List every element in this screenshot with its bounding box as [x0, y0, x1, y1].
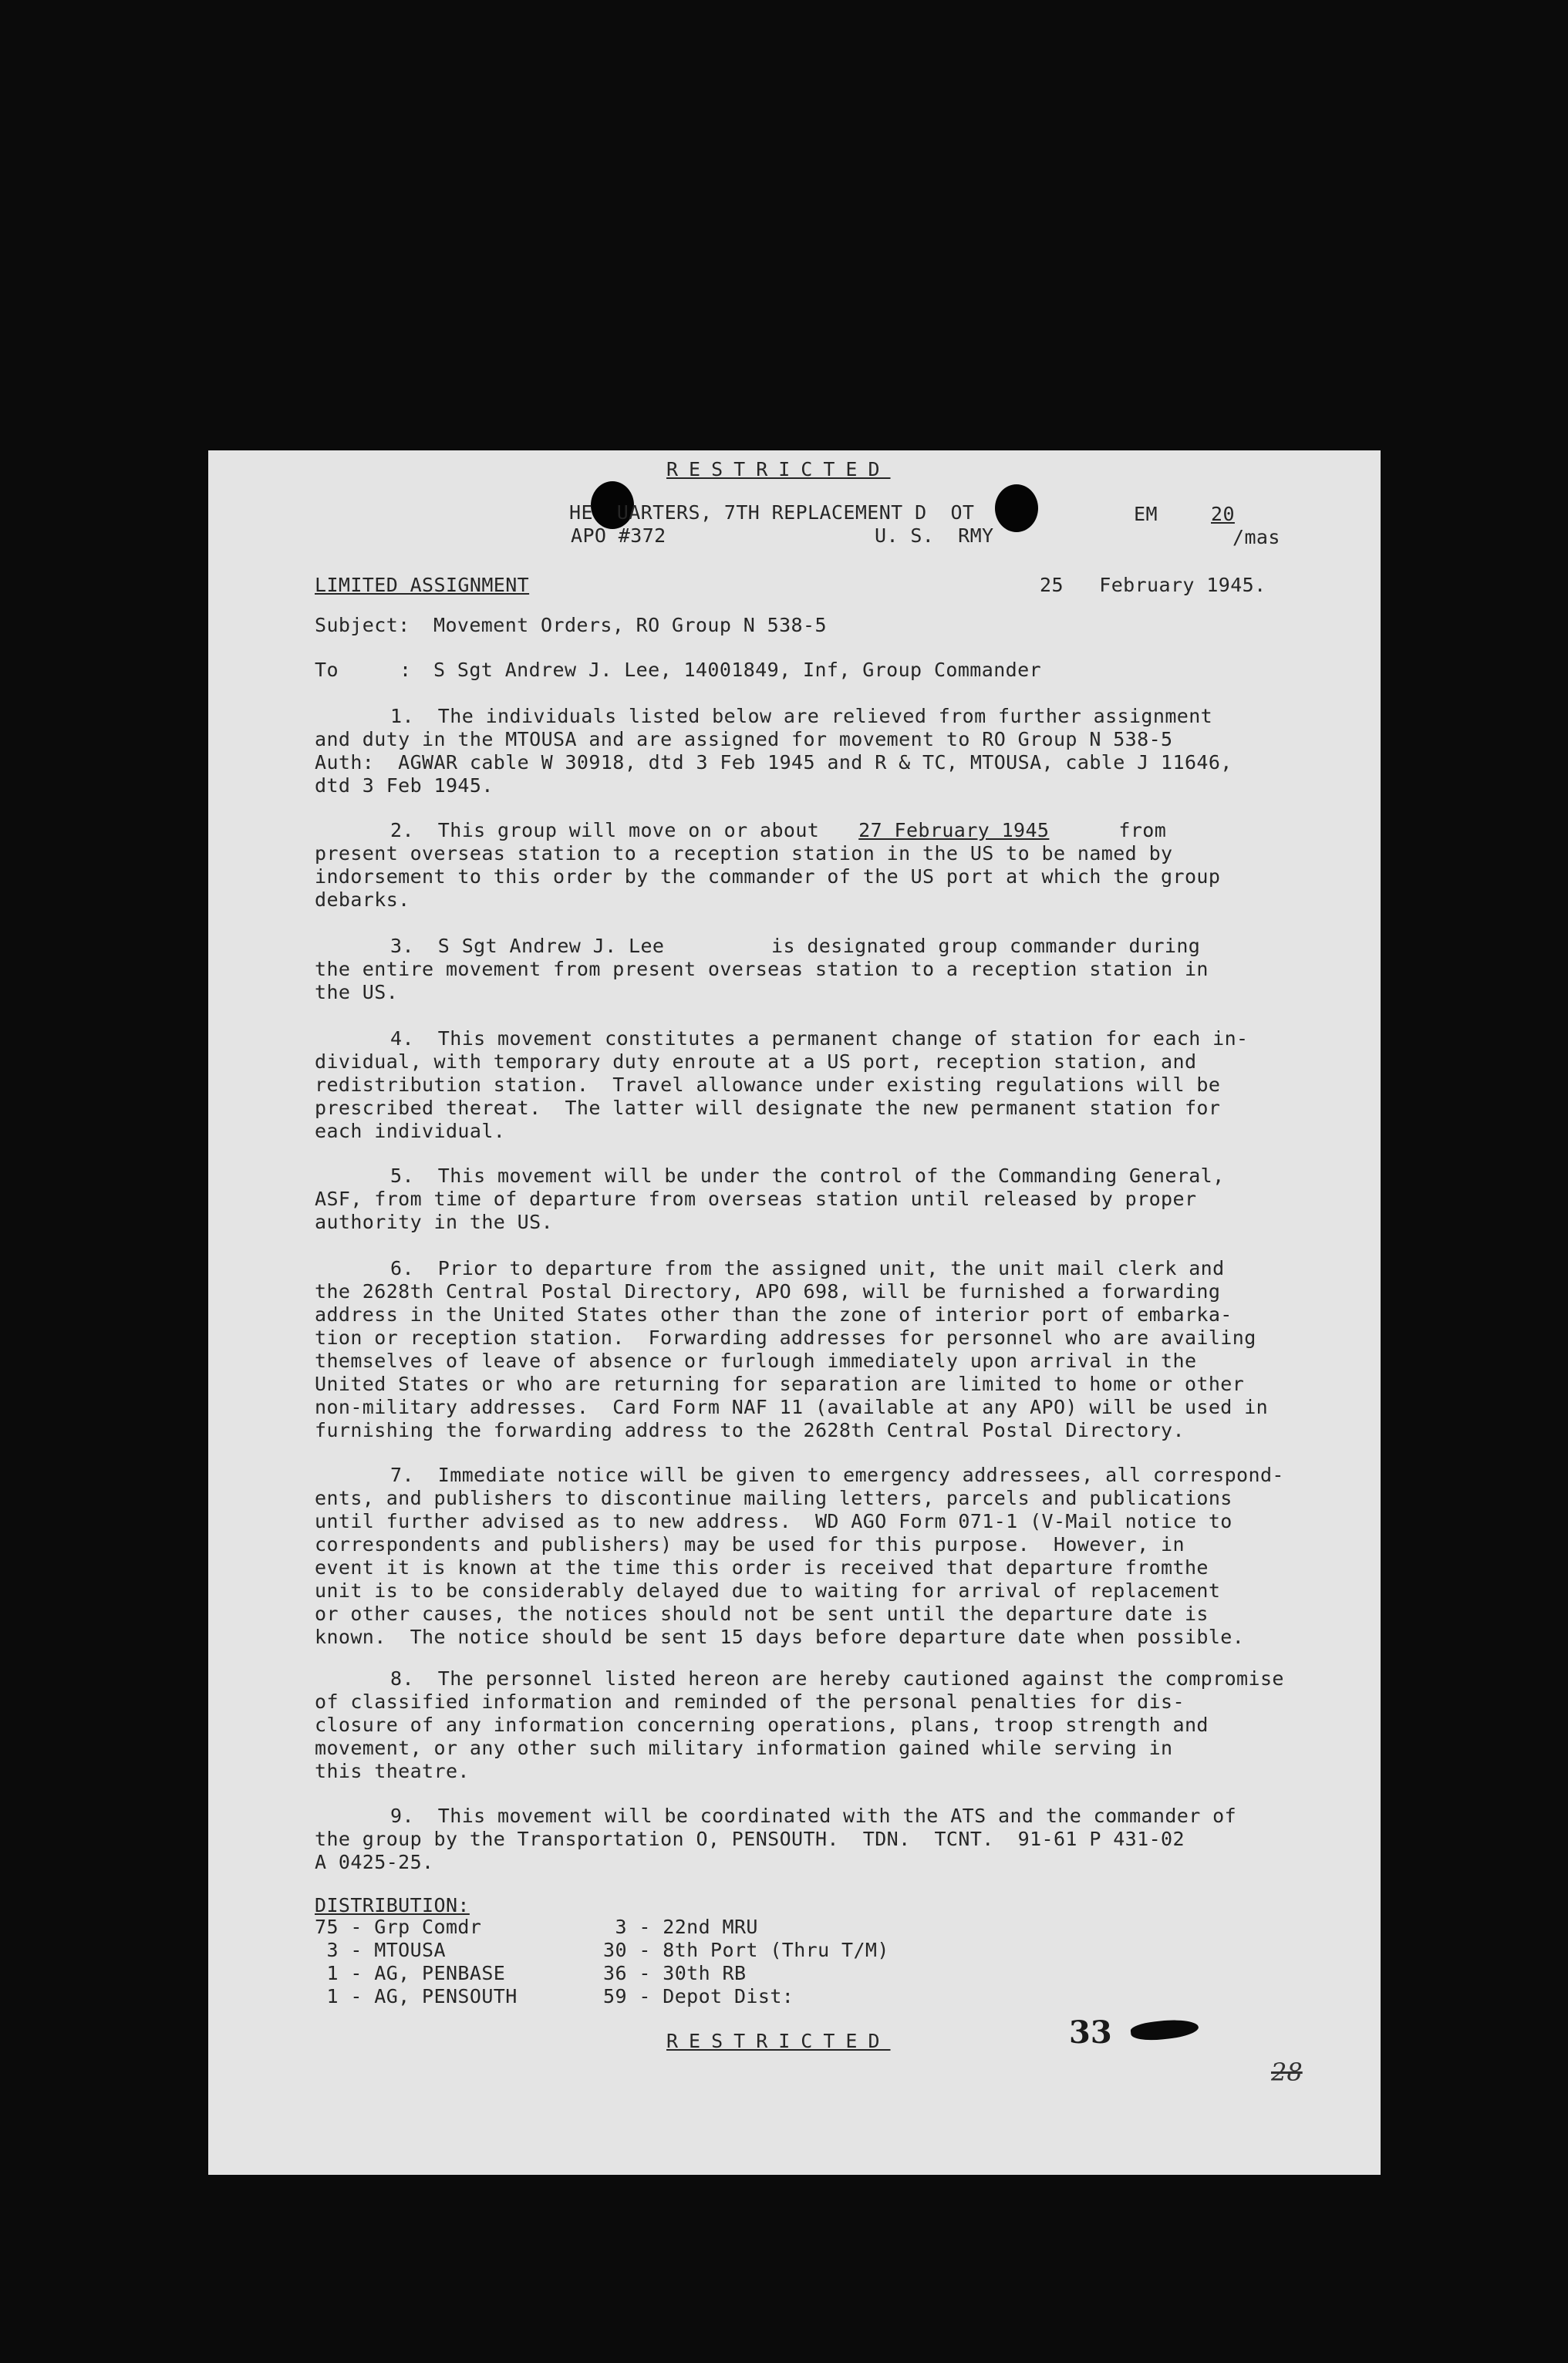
paragraph-line: address in the United States other than the zone of interior port of embarka- — [315, 1303, 1232, 1326]
paragraph-line: movement, or any other such military information gained while serving in — [315, 1737, 1173, 1759]
paragraph-line: the entire movement from present overseas station to a reception station in — [315, 958, 1209, 980]
paragraph-6 — [315, 1257, 1348, 1442]
paragraph-line: Auth: AGWAR cable W 30918, dtd 3 Feb 1945 and R & TC, MTOUSA, cable J 11646, — [315, 751, 1232, 774]
old-page-number: 28 — [1271, 2058, 1303, 2087]
paragraph-line: each individual. — [315, 1120, 506, 1142]
paragraph-5 — [315, 1165, 1348, 1234]
paragraph-line: 5. This movement will be under the control of the Commanding General, — [390, 1165, 1225, 1187]
paragraph-line: tion or reception station. Forwarding addresses for personnel who are availing — [315, 1326, 1256, 1349]
paragraph-line: dtd 3 Feb 1945. — [315, 774, 494, 797]
paragraph-line: themselves of leave of absence or furlough immediately upon arrival in the — [315, 1350, 1197, 1372]
paragraph-line: until further advised as to new address. WD AGO Form 071-1 (V-Mail notice to — [315, 1510, 1232, 1532]
headquarters-line: HE UARTERS, 7TH REPLACEMENT D OT — [569, 501, 975, 524]
paragraph-line: known. The notice should be sent 15 days before departure date when possible. — [315, 1626, 1245, 1648]
classification-top: RESTRICTED — [666, 458, 891, 480]
paragraph-line: 6. Prior to departure from the assigned unit, the unit mail clerk and — [390, 1257, 1225, 1279]
paragraph-line: indorsement to this order by the commander of the US port at which the group — [315, 865, 1221, 888]
paragraph-line: non-military addresses. Card Form NAF 11 (available at any APO) will be used in — [315, 1396, 1269, 1418]
paragraph-3-tail: is designated group commander during — [771, 935, 1201, 957]
document-page — [208, 450, 1381, 2175]
paragraph-line: United States or who are returning for separation are limited to home or other — [315, 1373, 1245, 1395]
paragraph-line: event it is known at the time this order is received that departure fromthe — [315, 1556, 1209, 1579]
distribution-item: 3 - MTOUSA — [315, 1939, 446, 1961]
paragraph-line: authority in the US. — [315, 1211, 554, 1233]
paragraph-line: dividual, with temporary duty enroute at a US port, reception station, and — [315, 1050, 1197, 1073]
classification-bottom: RESTRICTED — [666, 2030, 891, 2052]
paragraph-line — [315, 935, 1348, 958]
army-line: U. S. RMY — [875, 524, 994, 547]
distribution-item: 75 - Grp Comdr — [315, 1916, 482, 1938]
page-number: 33 — [1069, 2014, 1112, 2051]
distribution-item: 3 - 22nd MRU — [603, 1916, 758, 1938]
subject-text: Movement Orders, RO Group N 538-5 — [433, 614, 827, 636]
paragraph-line: 1. The individuals listed below are relieved from further assignment — [390, 705, 1213, 727]
paragraph-1 — [315, 705, 1348, 797]
em-label: EM — [1134, 503, 1158, 525]
paragraph-line: of classified information and reminded of the personal penalties for dis- — [315, 1691, 1185, 1713]
paragraph-line: the US. — [315, 981, 399, 1003]
paragraph-3-lead: 3. S Sgt Andrew J. Lee — [390, 935, 665, 957]
paragraph-line: this theatre. — [315, 1760, 470, 1782]
distribution-item: 1 - AG, PENBASE — [315, 1962, 506, 1984]
paragraph-9 — [315, 1805, 1348, 1874]
paragraph-3 — [315, 935, 1348, 1004]
paragraph-2 — [315, 819, 1348, 912]
distribution-right-list — [603, 1916, 889, 2008]
paragraph-line: furnishing the forwarding address to the 2628th Central Postal Directory. — [315, 1419, 1185, 1441]
paragraph-2-tail: from — [1118, 819, 1167, 841]
distribution-item: 59 - Depot Dist: — [603, 1985, 794, 2007]
paragraph-line: redistribution station. Travel allowance under existing regulations will be — [315, 1074, 1221, 1096]
paragraph-7 — [315, 1464, 1348, 1649]
paragraph-line: or other causes, the notices should not be sent until the departure date is — [315, 1603, 1209, 1625]
to-separator: : — [400, 659, 412, 681]
to-text: S Sgt Andrew J. Lee, 14001849, Inf, Group Commander — [433, 659, 1042, 681]
subject-label: Subject: — [315, 614, 410, 636]
assignment-label: LIMITED ASSIGNMENT — [315, 574, 530, 596]
paragraph-line: correspondents and publishers) may be used for this purpose. However, in — [315, 1533, 1185, 1556]
distribution-item: 36 - 30th RB — [603, 1962, 747, 1984]
paragraph-line: and duty in the MTOUSA and are assigned for movement to RO Group N 538-5 — [315, 728, 1173, 750]
distribution-label: DISTRIBUTION: — [315, 1894, 470, 1916]
paragraph-2-lead: 2. This group will move on or about — [390, 819, 820, 841]
departure-date: 27 February 1945 — [858, 819, 1050, 841]
paragraph-line: ents, and publishers to discontinue mailing letters, parcels and publications — [315, 1487, 1232, 1509]
ink-scribble — [1130, 2017, 1199, 2042]
paragraph-4 — [315, 1027, 1348, 1143]
em-suffix: /mas — [1232, 526, 1280, 548]
paragraph-8 — [315, 1667, 1348, 1783]
paragraph-line: A 0425-25. — [315, 1851, 434, 1873]
paragraph-line: present overseas station to a reception station in the US to be named by — [315, 842, 1173, 865]
paragraph-line: the group by the Transportation O, PENSOUTH. TDN. TCNT. 91-61 P 431-02 — [315, 1828, 1185, 1850]
punch-hole-right — [995, 484, 1038, 532]
paragraph-line: ASF, from time of departure from overseas station until released by proper — [315, 1188, 1197, 1210]
paragraph-line — [315, 819, 1348, 842]
paragraph-line: prescribed thereat. The latter will designate the new permanent station for — [315, 1097, 1221, 1119]
paragraph-line: closure of any information concerning operations, plans, troop strength and — [315, 1714, 1209, 1736]
paragraph-line: 7. Immediate notice will be given to emergency addressees, all correspond- — [390, 1464, 1284, 1486]
paragraph-line: 9. This movement will be coordinated with the ATS and the commander of — [390, 1805, 1237, 1827]
distribution-item: 1 - AG, PENSOUTH — [315, 1985, 518, 2007]
paragraph-line: 4. This movement constitutes a permanent change of station for each in- — [390, 1027, 1249, 1050]
paragraph-line: 8. The personnel listed hereon are hereby cautioned against the compromise — [390, 1667, 1284, 1690]
paragraph-line: unit is to be considerably delayed due to waiting for arrival of replacement — [315, 1579, 1221, 1602]
to-label: To — [315, 659, 339, 681]
distribution-item: 30 - 8th Port (Thru T/M) — [603, 1939, 889, 1961]
apo-line: APO #372 — [571, 524, 666, 547]
distribution-left-list — [315, 1916, 518, 2008]
order-date: 25 February 1945. — [1040, 574, 1266, 596]
em-number: 20 — [1211, 503, 1235, 525]
paragraph-line: debarks. — [315, 888, 410, 911]
paragraph-line: the 2628th Central Postal Directory, APO 698, will be furnished a forwarding — [315, 1280, 1221, 1303]
